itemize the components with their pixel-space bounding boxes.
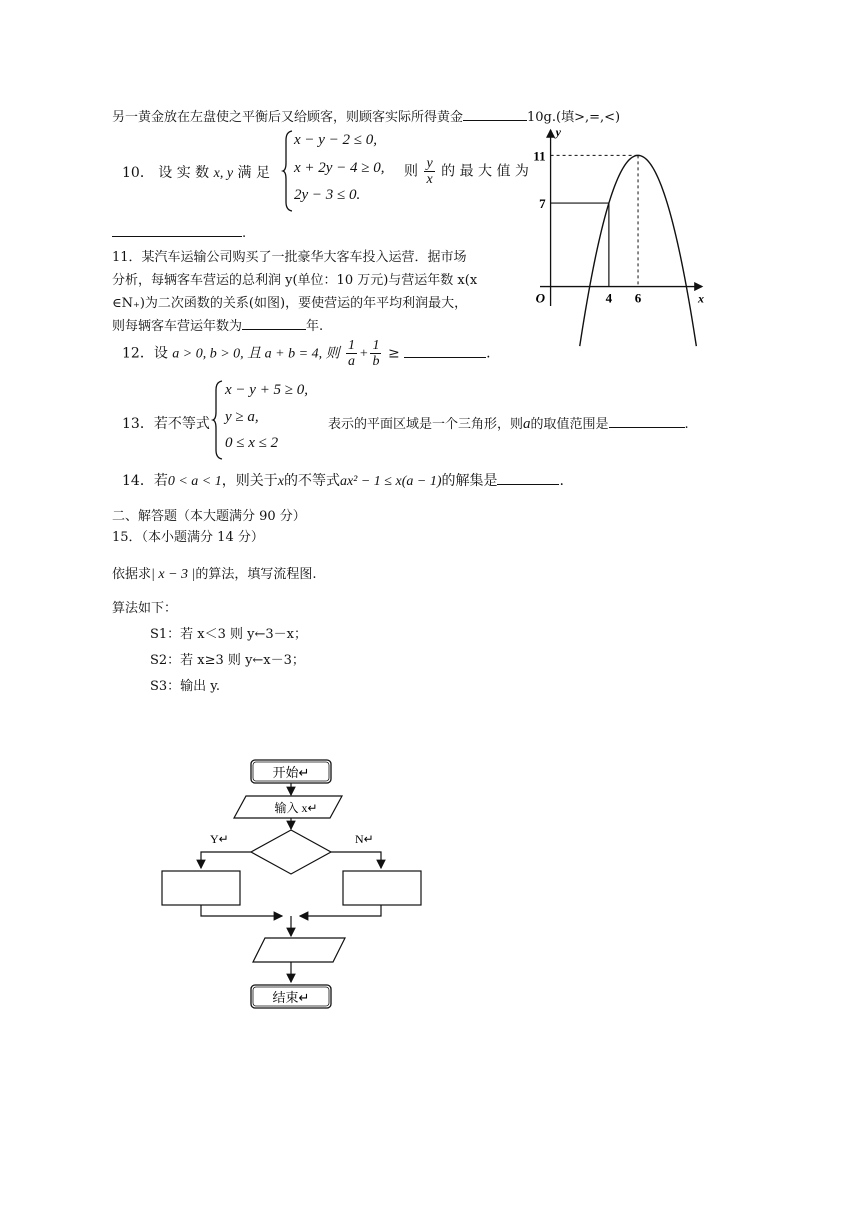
q10-frac-num: y xyxy=(426,156,433,171)
q13-answer-blank xyxy=(609,426,685,428)
q14-mid2: 的不等式 xyxy=(283,473,340,489)
flow-arrow-no xyxy=(331,852,381,868)
q12-frac2 xyxy=(370,338,381,369)
q10-lead-text: 设 实 数 xyxy=(158,165,210,181)
q12-frac2-den: b xyxy=(372,354,380,369)
flow-arrow-merge-left xyxy=(201,905,282,916)
q14-var: x xyxy=(277,474,284,489)
q14-answer-blank xyxy=(497,483,559,485)
q11-text xyxy=(112,246,477,338)
q9-tail-text: 另一黄金放在左盘使之平衡后又给顾客，则顾客实际所得黄金 xyxy=(112,110,464,125)
q10-end: . xyxy=(242,226,247,241)
q12-text: 12．设 xyxy=(122,345,168,362)
y-tick-label: 7 xyxy=(539,196,546,212)
flow-input xyxy=(234,796,342,818)
q12-end: . xyxy=(486,345,491,362)
x-axis-label: x xyxy=(698,291,704,306)
q13-end: . xyxy=(684,417,689,432)
q15-step-1: S1：若 x＜3 则 y←3－x； xyxy=(150,627,308,642)
q11-parabola-chart xyxy=(533,122,708,308)
q10-answer-line xyxy=(112,226,246,241)
y-tick-label: 11 xyxy=(533,148,546,164)
q13-brace xyxy=(212,380,224,460)
q12-frac1-den: a xyxy=(348,354,356,369)
q11-line-1: 11．某汽车运输公司购买了一批豪华大客车投入运营．据市场 xyxy=(112,250,467,265)
q12-line: 12．设 a > 0, b > 0, 且 a + b = 4, 则 $\frac{1}{a}$ + $\frac{1}{b}$ ≥ . xyxy=(122,338,491,369)
x-tick-label: 4 xyxy=(605,290,613,306)
flow-start xyxy=(251,760,331,783)
q10-then: 则 xyxy=(404,163,418,180)
q13-var: a xyxy=(523,416,531,432)
flow-yes-label: Y↵ xyxy=(210,832,229,846)
flow-arrow-merge-right xyxy=(300,905,381,916)
q15-intro-a: 依据求 xyxy=(112,567,152,582)
flowchart xyxy=(150,750,440,1015)
q10-mid-text: 满 足 xyxy=(237,165,270,181)
q15-intro xyxy=(112,563,317,583)
flow-arrow-yes xyxy=(201,852,251,868)
q14-end: . xyxy=(559,473,564,489)
q10-sys-line-1: x − y − 2 ≤ 0, xyxy=(294,132,378,148)
flow-output xyxy=(253,938,345,962)
q15-intro-expr: | x − 3 | xyxy=(151,567,196,582)
q10-frac-den: x xyxy=(426,172,433,187)
q10-vars: x, y xyxy=(213,166,234,181)
q13-sys-line-3: 0 ≤ x ≤ 2 xyxy=(225,435,279,451)
q10-sys-line-3: 2y − 3 ≤ 0. xyxy=(294,187,361,203)
q13-tail2: 的取值范围是 xyxy=(530,417,609,432)
q13-tail-text: 表示的平面区域是一个三角形，则 xyxy=(328,417,524,432)
q11-line-4 xyxy=(112,315,477,338)
q12-cond: a > 0, b > 0, 且 a + b = 4, 则 xyxy=(172,346,340,362)
flow-start-label: 开始↵ xyxy=(272,765,310,780)
flow-no-label: N↵ xyxy=(355,832,374,846)
q10-fraction xyxy=(424,156,434,187)
q12-frac1 xyxy=(346,338,357,369)
q11-line-3: ∈N₊)为二次函数的关系(如图)，要使营运的年平均利润最大， xyxy=(112,296,468,311)
y-axis-label: y xyxy=(555,125,561,139)
q15-step-2: S2：若 x≥3 则 y←x－3； xyxy=(150,653,305,668)
q15-step-3: S3：输出 y. xyxy=(150,679,221,694)
parabola-curve xyxy=(580,155,697,346)
q14-text: 14．若 xyxy=(122,473,168,489)
q11-tail: 年. xyxy=(306,319,324,334)
q15-algo-title: 算法如下： xyxy=(112,601,178,616)
q13-tail xyxy=(328,413,689,433)
q14-cond: 0 < a < 1 xyxy=(167,474,222,489)
flow-process-yes xyxy=(162,871,240,905)
flow-end-label: 结束↵ xyxy=(272,990,310,1005)
q10-brace xyxy=(282,130,294,212)
q10-tail-text: 的 最 大 值 为 xyxy=(441,163,529,180)
q15-header: 15．（本小题满分 14 分） xyxy=(112,530,264,545)
q13-sys-line-1: x − y + 5 ≥ 0, xyxy=(225,382,309,398)
q12-frac2-num: 1 xyxy=(372,338,380,353)
q15-intro-b: 的算法，填写流程图. xyxy=(195,567,317,582)
q9-tail-after: 10g.(填>,=,<) xyxy=(527,110,621,125)
q11-answer-blank xyxy=(242,328,306,330)
q14-tail: 的解集是 xyxy=(441,473,498,489)
x-tick-label: 6 xyxy=(634,290,642,306)
q14-line xyxy=(122,470,564,490)
q13-sys-line-2: y ≥ a, xyxy=(225,409,259,425)
flow-process-no xyxy=(343,871,421,905)
q13-lead: 13．若不等式 xyxy=(122,416,210,432)
flow-input-label: 输入 x↵ xyxy=(274,801,318,815)
q12-frac1-num: 1 xyxy=(348,338,356,353)
q10-answer-blank xyxy=(112,235,242,237)
q10-lead xyxy=(122,162,270,182)
q9-answer-blank xyxy=(463,119,527,121)
q12-answer-blank xyxy=(404,356,486,358)
q11-line-2: 分析，每辆客车营运的总利润 y(单位：10 万元)与营运年数 x(x xyxy=(112,273,478,288)
flow-decision xyxy=(251,830,331,874)
q10-number: 10． xyxy=(122,165,154,181)
q12-ge: ≥ xyxy=(387,345,400,362)
q11-line-4-text: 则每辆客车营运年数为 xyxy=(112,319,243,334)
q14-ineq: ax² − 1 ≤ x(a − 1) xyxy=(339,474,442,489)
q14-mid: ，则关于 xyxy=(221,473,278,489)
section2-heading: 二、解答题（本大题满分 90 分） xyxy=(112,509,306,524)
flow-end xyxy=(251,985,331,1008)
origin-label: O xyxy=(535,290,545,306)
q10-tail xyxy=(404,156,529,187)
q10-sys-line-2: x + 2y − 4 ≥ 0, xyxy=(294,160,385,176)
